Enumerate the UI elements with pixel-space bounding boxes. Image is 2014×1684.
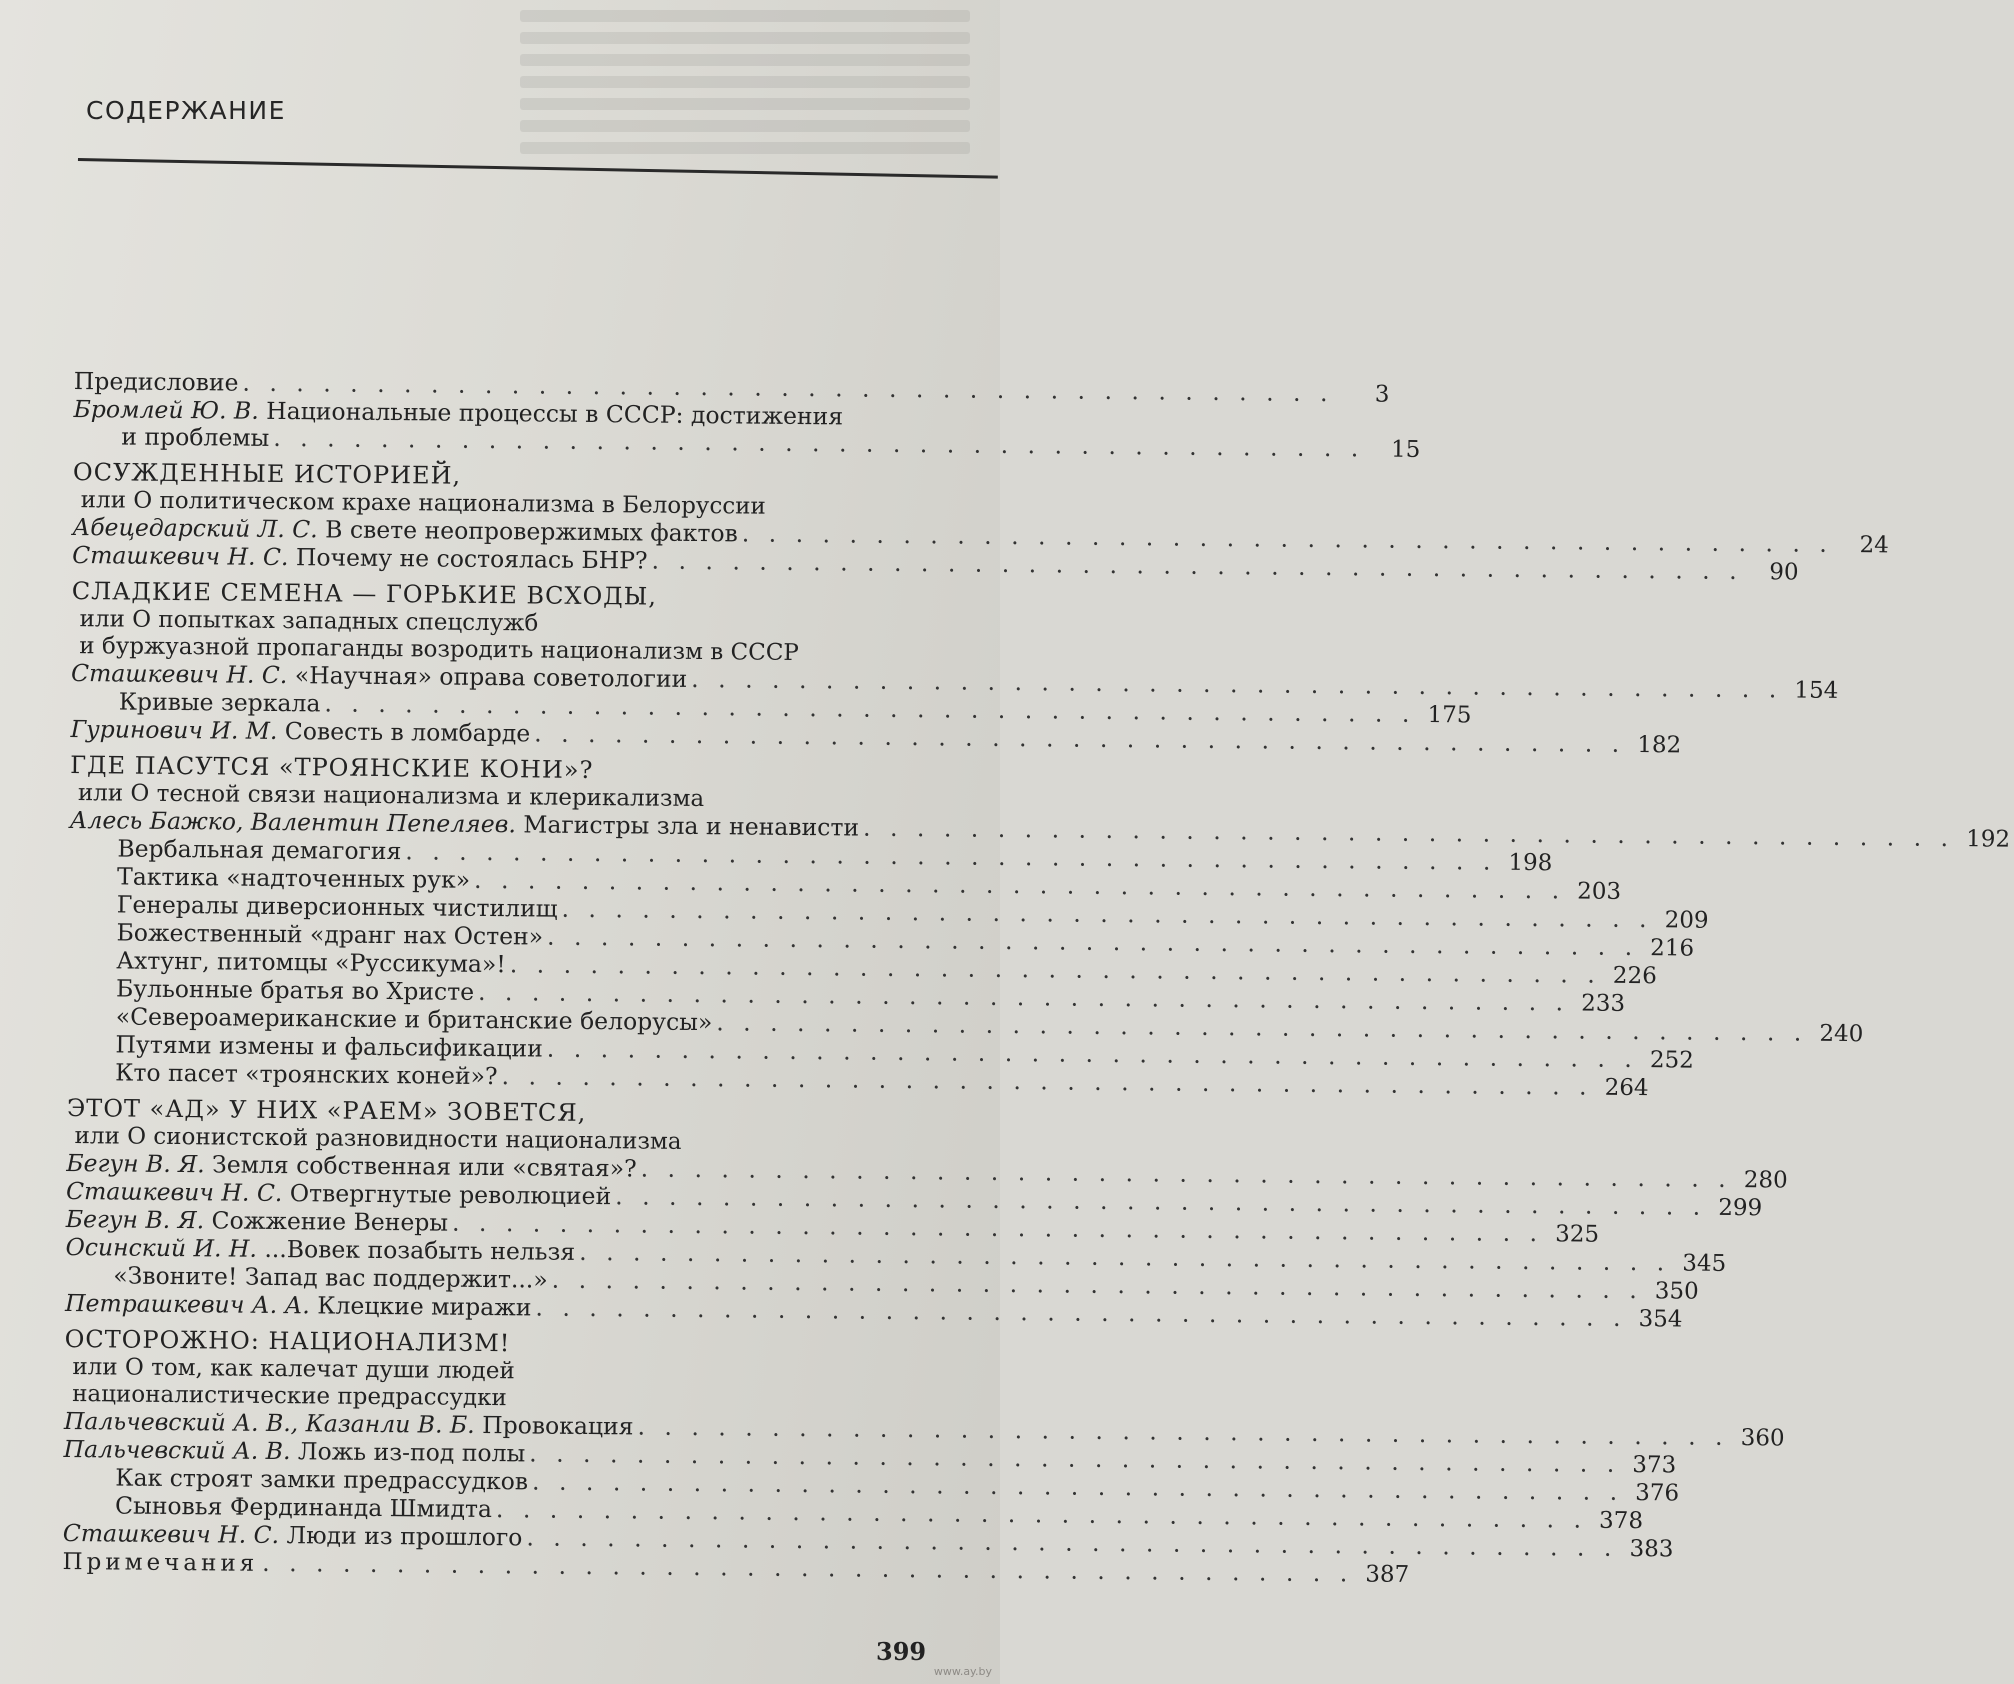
entry-title: Предисловие: [73, 367, 239, 397]
table-of-contents: [62, 367, 2011, 1588]
entry-title: Ложь из-под полы: [290, 1437, 526, 1468]
page-ref: 226: [1612, 962, 1657, 990]
entry-author: Сташкевич Н. С.: [65, 1176, 283, 1208]
page-ref: 203: [1577, 878, 1622, 905]
section-title: ЭТОТ «АД» У НИХ «РАЕМ» ЗОВЕТСЯ,: [66, 1093, 587, 1127]
entry-title: «Научная» оправа советологии: [287, 661, 688, 693]
entry-author: Бегун В. Я.: [65, 1204, 205, 1235]
page-ref: 373: [1632, 1452, 1677, 1479]
section-title: СЛАДКИЕ СЕМЕНА — ГОРЬКИЕ ВСХОДЫ,: [71, 576, 658, 611]
entry-title: Кто пасет «троянских коней»?: [115, 1058, 498, 1091]
page-ref: 350: [1654, 1278, 1699, 1305]
entry-title: Сыновья Фердинанда Шмидта: [114, 1491, 493, 1524]
leader-dots: [273, 425, 1364, 462]
heading-rule: [78, 158, 998, 179]
page-ref: 354: [1638, 1306, 1683, 1333]
page-ref: 252: [1649, 1047, 1694, 1074]
entry-title: Клецкие миражи: [309, 1291, 532, 1322]
page-number: 399: [876, 1637, 927, 1666]
page-ref: 264: [1604, 1074, 1649, 1102]
page-ref: 325: [1555, 1221, 1600, 1248]
section-subtitle: или О сионистской разновидности национализма: [74, 1123, 682, 1155]
section-subtitle: или О попытках западных спецслужб: [79, 606, 539, 637]
section-subtitle: националистические предрассудки: [72, 1381, 507, 1412]
section-title: ГДЕ ПАСУТСЯ «ТРОЯНСКИЕ КОНИ»?: [70, 750, 594, 785]
entry-title: В свете неопровержимых фактов: [317, 515, 738, 548]
entry-title: Путями измены и фальсификации: [115, 1030, 543, 1063]
entry-author: Сташкевич Н. С.: [72, 540, 289, 572]
toc-entry: [64, 1288, 1683, 1333]
page-ref: 240: [1819, 1020, 1864, 1048]
entry-title: Почему не состоялась БНР?: [288, 543, 648, 575]
entry-author: Осинский И. Н.: [65, 1232, 258, 1263]
entry-title: Как строят замки предрассудков: [115, 1463, 529, 1496]
entry-author: Сташкевич Н. С.: [62, 1518, 280, 1550]
page-ref: 90: [1769, 559, 1799, 586]
entry-title: Бульонные братья во Христе: [115, 974, 475, 1006]
page-ref: 360: [1740, 1425, 1785, 1452]
entry-author: Петрашкевич А. А.: [64, 1288, 311, 1320]
page-ref: 154: [1794, 677, 1839, 704]
page-ref: 24: [1859, 532, 1889, 559]
entry-author: Бегун В. Я.: [66, 1148, 205, 1179]
entry-title: Земля собственная или «святая»?: [204, 1150, 637, 1183]
entry-title: и проблемы: [121, 422, 270, 452]
page-ref: 376: [1635, 1480, 1680, 1507]
entry-title: Магистры зла и ненависти: [515, 810, 860, 842]
entry-title: Примечания: [62, 1548, 259, 1577]
entry-title: Кривые зеркала: [118, 687, 321, 718]
entry-author: Гуринович И. М.: [70, 714, 278, 745]
page-ref: 175: [1427, 702, 1472, 729]
section-subtitle: или О том, как калечат души людей: [72, 1354, 515, 1385]
entry-title: Генералы диверсионных чистилищ: [116, 890, 558, 923]
toc-entry: [67, 1058, 1649, 1102]
page-ref: 383: [1629, 1535, 1674, 1563]
page-ref: 3: [1374, 381, 1390, 408]
entry-title: Отвергнутые революцией: [282, 1179, 612, 1211]
entry-title: ...Вовек позабыть нельзя: [256, 1234, 576, 1266]
page-ref: 387: [1365, 1561, 1410, 1588]
page-ref: 216: [1650, 935, 1695, 962]
entry-title: «Звоните! Запад вас поддержит...»: [113, 1261, 548, 1294]
page-ref: 209: [1664, 907, 1709, 934]
entry-title: Ахтунг, питомцы «Руссикума»!: [116, 946, 506, 979]
page-ref: 299: [1718, 1194, 1763, 1222]
entry-title: Божественный «дранг нах Остен»: [116, 918, 544, 951]
entry-author: Пальчевский А. В., Казанли В. Б.: [63, 1406, 475, 1439]
entry-author: Абецедарский Л. С.: [72, 512, 318, 544]
entry-author: Сташкевич Н. С.: [70, 658, 288, 690]
page-ref: 280: [1743, 1167, 1788, 1194]
page-ref: 192: [1966, 826, 2011, 853]
toc-entry: [73, 422, 1421, 463]
section-title: ОСТОРОЖНО: НАЦИОНАЛИЗМ!: [64, 1324, 511, 1358]
entry-author: Алесь Бажко, Валентин Пепеляев.: [69, 805, 517, 839]
entry-title: Совесть в ломбарде: [277, 716, 531, 748]
entry-title: Вербальная демагогия: [117, 834, 402, 866]
entry-title: Люди из прошлого: [278, 1521, 523, 1552]
toc-entry: [62, 1548, 1410, 1588]
page-ref: 198: [1508, 849, 1553, 877]
section-subtitle: или О политическом крахе национализма в Белоруссии: [80, 487, 766, 520]
watermark: www.ay.by: [933, 1665, 992, 1678]
toc-entry: [72, 540, 1799, 586]
entry-author: Бромлей Ю. В.: [73, 394, 259, 425]
entry-title: Национальные процессы в СССР: достижения: [258, 396, 844, 431]
page-ref: 182: [1637, 732, 1682, 759]
page-ref: 233: [1581, 990, 1626, 1017]
section-subtitle: или О тесной связи национализма и клерикализма: [77, 780, 705, 813]
entry-title: Тактика «надточенных рук»: [116, 862, 471, 894]
page-heading: СОДЕРЖАНИЕ: [86, 96, 286, 125]
entry-title: «Североамериканские и британские белорусы»: [115, 1002, 713, 1037]
page-ref: 15: [1390, 436, 1421, 463]
page-ref: 345: [1682, 1250, 1727, 1277]
entry-title: Сожжение Венеры: [203, 1206, 449, 1237]
entry-title: Провокация: [474, 1410, 634, 1441]
entry-author: Пальчевский А. В.: [63, 1434, 291, 1466]
page-ref: 378: [1598, 1507, 1644, 1535]
section-subtitle: и буржуазной пропаганды возродить национализм в СССР: [79, 633, 799, 666]
section-title: ОСУЖДЕННЫЕ ИСТОРИЕЙ,: [72, 457, 462, 490]
